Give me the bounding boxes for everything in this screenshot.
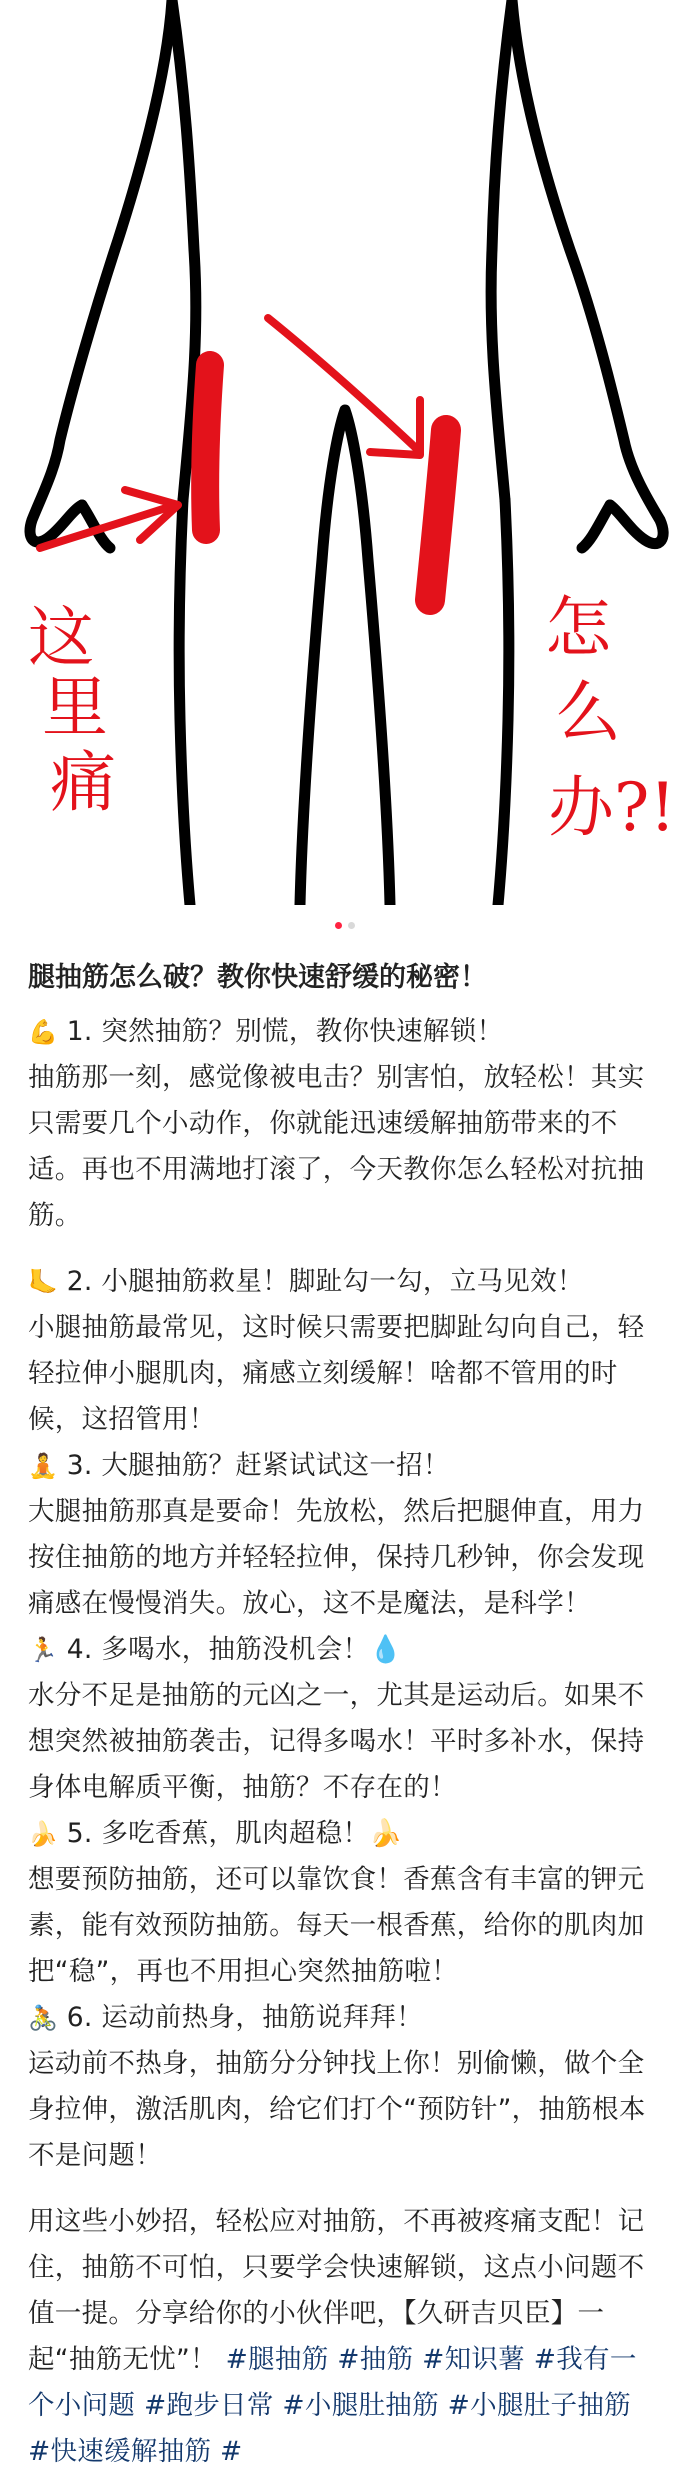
svg-text:痛: 痛	[50, 744, 116, 821]
post-image[interactable]	[0, 0, 690, 905]
section-heading	[28, 1443, 660, 1489]
post-section	[28, 1443, 660, 1627]
post-title: 腿抽筋怎么破？教你快速舒缓的秘密！	[28, 962, 487, 993]
hashtag-link[interactable]: #快速缓解抽筋	[28, 2436, 212, 2467]
closing-paragraph	[28, 2199, 660, 2475]
handwritten-label-left	[28, 599, 116, 821]
section-heading	[28, 1259, 660, 1305]
hashtag-link[interactable]: #小腿肚抽筋	[282, 2390, 439, 2421]
post-section	[28, 1259, 660, 1443]
carousel-dot[interactable]	[348, 922, 355, 929]
hashtag-link[interactable]: #知识薯	[422, 2344, 525, 2375]
hashtag-link[interactable]: #抽筋	[337, 2344, 414, 2375]
section-emoji-icon: 🧘	[28, 1452, 59, 1480]
handwritten-label-right	[545, 589, 676, 846]
post-section	[28, 1811, 660, 1995]
section-heading-text: 2. 小腿抽筋救星！脚趾勾一勾，立马见效！	[58, 1266, 584, 1297]
section-heading-text: 4. 多喝水，抽筋没机会！💧	[58, 1634, 403, 1665]
post-sections	[28, 1009, 660, 2179]
section-heading	[28, 1009, 660, 1055]
section-heading	[28, 1995, 660, 2041]
carousel-indicator	[0, 922, 690, 929]
hashtag-link[interactable]: #跑步日常	[143, 2390, 274, 2421]
section-body: 运动前不热身，抽筋分分钟找上你！别偷懒，做个全身拉伸，激活肌肉，给它们打个“预防针”，抽筋根本不是问题！	[28, 2048, 646, 2171]
pain-marker-right	[430, 430, 446, 600]
section-emoji-icon: 🏃	[28, 1636, 59, 1664]
section-body: 想要预防抽筋，还可以靠饮食！香蕉含有丰富的钾元素，能有效预防抽筋。每天一根香蕉，给你的肌肉加把“稳”，再也不用担心突然抽筋啦！	[28, 1864, 645, 1987]
svg-text:么: 么	[555, 674, 621, 751]
section-heading-text: 1. 突然抽筋？别慌，教你快速解锁！	[58, 1016, 504, 1047]
section-emoji-icon: 🦶	[28, 1268, 59, 1296]
section-heading	[28, 1627, 660, 1673]
closing-text: 用这些小妙招，轻松应对抽筋，不再被疼痛支配！记住，抽筋不可怕，只要学会快速解锁，这点小问题不值一提。分享给你的小伙伴吧，【久研吉贝臣】一起“抽筋无忧”！	[28, 2206, 645, 2375]
section-heading-text: 3. 大腿抽筋？赶紧试试这一招！	[58, 1450, 450, 1481]
hashtag-link[interactable]: #腿抽筋	[225, 2344, 329, 2375]
svg-text:里: 里	[42, 669, 108, 746]
body-outline-illustration	[0, 0, 690, 905]
section-emoji-icon: 🚴	[28, 2004, 59, 2032]
post-section	[28, 1995, 660, 2179]
section-heading	[28, 1811, 660, 1857]
section-body: 抽筋那一刻，感觉像被电击？别害怕，放轻松！其实只需要几个小动作，你就能迅速缓解抽筋带来的不适。再也不用满地打滚了，今天教你怎么轻松对抗抽筋。	[28, 1062, 645, 1231]
section-body: 大腿抽筋那真是要命！先放松，然后把腿伸直，用力按住抽筋的地方并轻轻拉伸，保持几秒钟，你会发现痛感在慢慢消失。放心，这不是魔法，是科学！	[28, 1496, 645, 1619]
svg-text:怎: 怎	[545, 589, 611, 666]
hashtag-link[interactable]: #小腿肚子抽筋	[447, 2390, 631, 2421]
section-body: 小腿抽筋最常见，这时候只需要把脚趾勾向自己，轻轻拉伸小腿肌肉，痛感立刻缓解！啥都不管用的时候，这招管用！	[28, 1312, 645, 1435]
section-emoji-icon: 🍌	[28, 1820, 59, 1848]
post-section	[28, 1627, 660, 1811]
section-heading-text: 5. 多吃香蕉，肌肉超稳！🍌	[58, 1818, 403, 1849]
post-section	[28, 1009, 660, 1239]
carousel-dot-active[interactable]	[335, 922, 342, 929]
svg-text:办?!: 办?!	[548, 769, 676, 846]
svg-text:这: 这	[28, 599, 94, 676]
hashtag-link[interactable]: #我有一个小问题	[28, 2344, 637, 2421]
section-body: 水分不足是抽筋的元凶之一，尤其是运动后。如果不想突然被抽筋袭击，记得多喝水！平时多补水，保持身体电解质平衡，抽筋？不存在的！	[28, 1680, 645, 1803]
section-emoji-icon: 💪	[28, 1018, 59, 1046]
pain-marker-left	[205, 365, 210, 530]
post-content	[28, 955, 660, 2475]
section-heading-text: 6. 运动前热身，抽筋说拜拜！	[58, 2002, 423, 2033]
hashtag-link[interactable]: #	[220, 2436, 243, 2467]
